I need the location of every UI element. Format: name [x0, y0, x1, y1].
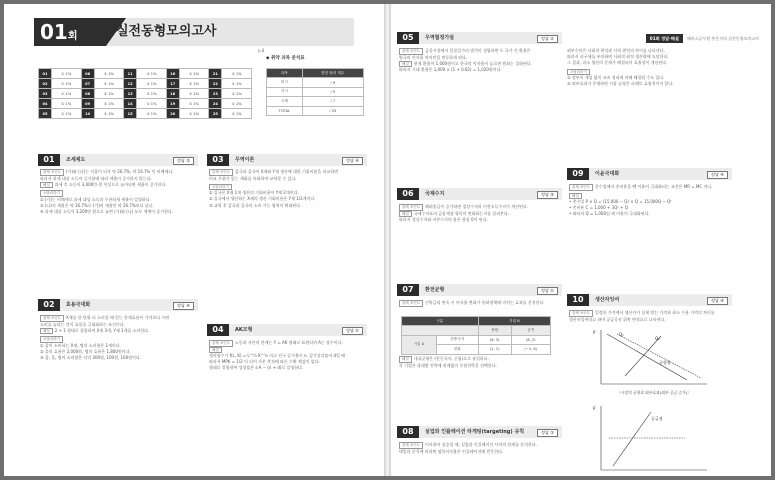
producer-surplus-graph — [591, 404, 711, 472]
answer-value: ① 1% — [94, 79, 124, 89]
point-label: 출제 포인트 — [40, 315, 64, 322]
answer-value: ① 1% — [222, 109, 252, 119]
question-title: AK모형 — [235, 327, 253, 333]
explain-label: 해설 — [399, 211, 412, 218]
header-text: 해커스공무원 봉은지의 실전동형모의고사 — [686, 35, 759, 41]
bullet-item: • 총비용 C = 1,000 + 3Q² + Q — [569, 205, 628, 211]
answer-badge: 정답 ① — [537, 287, 558, 295]
answer-badge: 정답 ④ — [342, 157, 363, 165]
answer-number: 11 — [124, 69, 137, 79]
question-title: 이윤극대화 — [595, 171, 620, 177]
body-text: 외부수익은 사회적 편익과 사적 편익의 차이를 나타낸다. — [567, 48, 665, 53]
weak-table — [266, 68, 364, 116]
answer-value: ① 1% — [52, 109, 82, 119]
answer-row — [39, 109, 252, 119]
question-number: 10 — [567, 294, 589, 306]
graph-axis-label: P — [593, 330, 596, 335]
answer-row — [39, 99, 252, 109]
body-text: ③ 교역 후 갑국과 을국의 소비 가능 영역이 확대된다. — [209, 202, 302, 208]
question-header-07 — [397, 284, 562, 296]
answer-value: ① 1% — [52, 99, 82, 109]
answer-badge: 정답 ③ — [173, 157, 194, 165]
payoff-cell: (1, 1) — [478, 345, 511, 354]
bullet-item: • 총수입 P × Q = (15,000 − Q) × Q = 15,000Q − Q² — [569, 199, 672, 204]
answer-number: 22 — [209, 79, 222, 89]
q04-body — [209, 340, 365, 372]
player-label: 기업 A — [402, 335, 437, 354]
answer-value: ① 1% — [137, 109, 167, 119]
answer-number: 14 — [124, 99, 137, 109]
answer-badge: 정답 ② — [537, 35, 558, 43]
weak-count: / 9 — [302, 87, 363, 96]
payoff-cell: (−1, 6) — [511, 345, 550, 354]
graph-caption: 〈시장의 균형과 외부효과(외부 공급 증가)〉 — [616, 390, 692, 395]
question-header-04 — [207, 324, 367, 336]
q05-body — [399, 48, 559, 73]
option-label: 오답피하기 — [40, 190, 63, 197]
question-number: 08 — [397, 426, 419, 438]
question-title: 실업와 인플레이션 타게팅(targeting) 규칙 — [425, 429, 525, 435]
question-header-03 — [207, 154, 367, 166]
body-text: 형태로 결합하여 성장률은 s·A − (n + d)로 일정하다. — [209, 365, 304, 371]
body-text: 일정한 가격에서 생산자가 실제 받는 가격과 최소 수용 가격의 차이를 — [595, 310, 715, 315]
bullet-item: • 따라서 Q = 1,000일 때 이윤이 극대화된다. — [569, 211, 650, 217]
body-text: 갑국과 을국이 X재와 Y재 생산에 대한 기회비용을 비교하면 — [235, 169, 338, 174]
weak-subject: 거시 — [267, 87, 303, 96]
answer-value: ① 1% — [222, 99, 252, 109]
body-text: 테일러 준칙에 의하면 명목이자율은 인플레이션에 반응한다. — [399, 448, 504, 454]
body-text: 이자율이 상승할 때, 실업과 인플레이션 사이의 관계를 분석한다. — [425, 442, 537, 447]
body-text: 총수입에서 총비용을 뺀 이윤이 극대화되는 조건은 MR = MC 이다. — [595, 184, 713, 189]
answer-number: 17 — [166, 79, 179, 89]
body-text: 해외송금이 증가하면 경상수지의 이전소득수지가 개선된다. — [425, 204, 528, 209]
q08-body — [399, 442, 559, 455]
point-label: 출제 포인트 — [209, 340, 233, 347]
payoff-table — [401, 316, 551, 355]
question-header-02 — [38, 299, 198, 311]
question-header-06 — [397, 188, 562, 200]
answer-number: 06 — [81, 69, 94, 79]
answer-number: 16 — [166, 69, 179, 79]
body-text: 그 결과, 과소 생산의 문제가 해결되어 효율성이 개선된다. — [567, 60, 668, 66]
question-title: 무역이론 — [235, 157, 255, 163]
body-text: ① 갑국은 X재 1개 생산의 기회비용이 Y재 2개이다. — [209, 190, 299, 196]
q10-body — [569, 310, 729, 323]
answer-badge: 정답 ④ — [173, 302, 194, 310]
body-text: 현재 환율이 1,000원이고 한국의 이자율이 높으면 원화는 절하된다. — [413, 60, 532, 66]
body-text: 국제수지표의 금융계정 항목이 변화하는지를 살펴본다. — [413, 210, 509, 216]
weak-subject: TOTAL — [267, 106, 303, 115]
q09-body — [569, 184, 729, 218]
answer-number: 19 — [166, 99, 179, 109]
point-label: 출제 포인트 — [569, 310, 593, 317]
answer-value: ① 1% — [137, 99, 167, 109]
explain-label: 해설 — [40, 182, 53, 189]
weak-count: / 9 — [302, 78, 363, 87]
check-icon: ◆ — [266, 56, 270, 61]
answer-number: 08 — [81, 89, 94, 99]
question-title: 환전균형 — [425, 287, 445, 293]
answer-number: 09 — [81, 99, 94, 109]
explain-label: 해설 — [399, 61, 412, 68]
weak-subject: 국제 — [267, 97, 303, 106]
weak-count: / 25 — [302, 106, 363, 115]
body-text: 과세 후 소득이 3,000만 원 이상으로 늘어나면 세율이 증가한다. — [54, 181, 167, 187]
strategy-label: 친화 — [436, 345, 478, 354]
question-title: 효용극대화 — [66, 302, 91, 308]
body-text: 따라서 경상수지와 자본수지의 합은 항상 0이 된다. — [399, 217, 488, 222]
answer-number: 10 — [81, 109, 94, 119]
graph-point-label: 공급점 — [651, 416, 663, 421]
body-text: 노동과 자본의 관계는 Y = AK 형태로 표현되며 A는 상수이다. — [235, 340, 343, 345]
question-number: 05 — [397, 32, 419, 44]
question-number: 06 — [397, 188, 419, 200]
right-page — [391, 4, 771, 476]
option-label: 오답피하기 — [40, 336, 63, 343]
point-label: 출제 포인트 — [399, 300, 423, 307]
question-title: 생산자잉여 — [595, 297, 620, 303]
question-number: 01 — [38, 154, 60, 166]
answer-number: 04 — [39, 99, 52, 109]
body-text: 비교 우위가 있는 재화를 특화하여 교역할 수 있다. — [209, 175, 297, 181]
answer-value: ① 1% — [94, 99, 124, 109]
session-number: 01회 — [40, 20, 78, 44]
question-header-09 — [567, 168, 732, 180]
answer-badge: 정답 ④ — [707, 297, 728, 305]
answer-value: ① 1% — [52, 79, 82, 89]
answer-number: 21 — [209, 69, 222, 79]
answer-value: ① 1% — [52, 89, 82, 99]
q03-body — [209, 169, 365, 209]
answer-value: ① 1% — [137, 69, 167, 79]
exam-spread — [4, 4, 771, 476]
body-text: (가)와 (나)는 서울이 되자 약 26.7%, 약 16.7% 인 비례세다. — [66, 169, 174, 174]
body-text: ④ 과세 대상 소득이 3,200만 원으로 늘면 (가)와 (나) 모두 세액이 증가한다. — [40, 209, 174, 215]
body-text: ③ (나)의 세율은 약 16.7%로 (가)의 세율인 약 26.7%보다 낮다. — [40, 202, 154, 208]
q01-body — [40, 169, 196, 215]
question-number: 04 — [207, 324, 229, 336]
body-text: ① 갑이 소비하는 X재, 병의 소비량은 1개이다. — [40, 342, 121, 348]
body-text: ② (가)는 비례세로 과세 대상 소득과 무관하게 세율이 일정하다. — [40, 196, 151, 202]
answer-value: ① 1% — [94, 69, 124, 79]
answer-value: ① 1% — [52, 69, 82, 79]
body-text: 따라서 기대 환율은 1,000 × (1 + 0.02) = 1,020원이다. — [399, 67, 502, 73]
body-text: ② 정부의 개입 없이 코즈 정리에 의해 해결될 수도 있다. — [567, 75, 665, 81]
explain-label: 해설 — [399, 356, 412, 363]
answer-value: ① 1% — [179, 99, 209, 109]
answer-badge: 정답 ① — [342, 327, 363, 335]
body-text: 각 기업은 상대방 전략에 관계없이 우월전략을 선택한다. — [399, 362, 497, 368]
graph-axis-label: P — [593, 406, 596, 411]
body-text: 따라서 과세 대상 소득이 증가함에 따라 세율이 증가하지 않는다. — [40, 175, 152, 181]
answer-value: ① 1% — [179, 109, 209, 119]
weak-header-count: 맞힌 답의 개수 — [302, 69, 363, 78]
q02-body — [40, 315, 196, 361]
body-text: 내쉬균형은 (친중국자, 중립)으로 유일하다. — [413, 356, 489, 361]
page-ref: p.8 — [258, 48, 265, 53]
weak-count: / 7 — [302, 97, 363, 106]
question-number: 03 — [207, 154, 229, 166]
body-text: X재를 한 단위 더 소비할 때 얻는 한계효용이 가격보다 크면 — [66, 315, 170, 320]
answer-number: 20 — [166, 109, 179, 119]
question-title: 조세제도 — [66, 157, 86, 163]
point-label: 출제 포인트 — [399, 48, 423, 55]
question-number: 09 — [567, 168, 589, 180]
answer-number: 23 — [209, 89, 222, 99]
body-text: ③ 외부효과가 존재하면 시장 균형은 파레토 효율적이지 않다. — [567, 81, 674, 87]
strategy-label: 친중국자 — [436, 335, 478, 344]
question-title: 무역협정가설 — [425, 35, 454, 41]
question-header-05 — [397, 32, 562, 44]
explain-label: 해설 — [569, 193, 582, 200]
option-label: 오답피하기 — [209, 184, 232, 191]
answer-value: ① 1% — [179, 69, 209, 79]
continuation-text — [567, 48, 732, 88]
explain-label: 해설 — [209, 347, 222, 354]
payoff-header: 구분 — [402, 317, 479, 326]
strategy-label: 중립 — [478, 326, 511, 335]
answer-number: 13 — [124, 89, 137, 99]
answer-number: 07 — [81, 79, 94, 89]
q07-body — [399, 300, 559, 307]
answer-number: 24 — [209, 99, 222, 109]
question-number: 02 — [38, 299, 60, 311]
answer-number: 02 — [39, 79, 52, 89]
question-header-08 — [397, 426, 562, 438]
answer-value: ① 1% — [94, 109, 124, 119]
answer-table — [38, 68, 252, 119]
body-text: 따라서 피구세를 부과하면 사회적 최적 생산량에 도달한다. — [567, 54, 669, 60]
q07-after — [399, 356, 559, 369]
answer-value: ① 1% — [179, 79, 209, 89]
body-text: 총비용 C = 1,000 + 3Q² + Q — [572, 205, 628, 211]
body-text: 생산함수가 f(L, K) = L^½ K^½ 이고 인구 증가율이 n, 감가상각률이 d일 때 — [209, 353, 346, 358]
body-text: ② 을의 효용은 2,000원, 병의 효용은 1,800원이다. — [40, 348, 131, 354]
body-text: 2 + 1 형태로 결합하여 X재 3개, Y재 1개를 소비한다. — [54, 327, 150, 333]
answer-number: 18 — [166, 89, 179, 99]
answer-value: ① 1% — [222, 79, 252, 89]
answer-value: ① 1% — [137, 79, 167, 89]
question-header-01 — [38, 154, 198, 166]
point-label: 출제 포인트 — [399, 442, 423, 449]
book-gutter — [384, 4, 391, 476]
question-title: 국제수지 — [425, 191, 445, 197]
point-label: 출제 포인트 — [399, 204, 423, 211]
weak-header-subject: 과목 — [267, 69, 303, 78]
answer-row — [39, 69, 252, 79]
left-page — [4, 4, 384, 476]
answer-value: ① 1% — [94, 89, 124, 99]
body-text: 총수입 P × Q = (15,000 − Q) × Q = 15,000Q − Q² — [572, 199, 672, 204]
body-text: 양국의 이자율 차이만큼 변동하게 된다. — [399, 54, 468, 60]
payoff-cell: (8, 2) — [511, 335, 550, 344]
question-header-10 — [567, 294, 732, 306]
answer-badge: 정답 ④ — [707, 171, 728, 179]
answer-value: ① 1% — [222, 89, 252, 99]
running-header — [646, 34, 759, 43]
answer-value: ① 1% — [179, 89, 209, 99]
body-text: ③ 갑, 을, 병의 소비량은 각각 300원, 100원, 100원이다. — [40, 355, 141, 361]
point-label: 출제 포인트 — [209, 169, 233, 176]
page-title: 실전동형모의고사 — [116, 24, 217, 39]
body-text: 생산자잉여라고 하며 공급곡선 위쪽 면적으로 나타낸다. — [569, 316, 666, 322]
body-text: 따라서 Q = 1,000일 때 이윤이 극대화된다. — [572, 211, 650, 217]
body-text: 금융시장에서 일물일가의 법칙이 성립하면 두 국가 간 환율은 — [425, 48, 531, 53]
q06-body — [399, 204, 559, 223]
strategy-label: 공격 — [511, 326, 550, 335]
answer-value: ① 1% — [222, 69, 252, 79]
question-number: 07 — [397, 284, 419, 296]
body-text: 신탁금리 연속 시 이자율 변화가 통화정책에 미치는 효과를 분석한다. — [425, 300, 545, 305]
graph-line-label: Q₂ — [655, 336, 660, 341]
header-tag: 01회 정답·해설 — [646, 34, 683, 43]
payoff-header: 기업 B — [478, 317, 550, 326]
body-text: 소비를 늘리는 것이 효용을 극대화하는 조건이다. — [40, 321, 125, 327]
supply-demand-graph — [591, 326, 711, 388]
payoff-cell: (6, 3) — [478, 335, 511, 344]
weak-title: ◆ 취약 과목 분석표 — [266, 56, 305, 61]
body-text: ② 을국에서 생산하는 X재의 생산 기회비용은 Y재 1/2개이다. — [209, 196, 316, 202]
answer-number: 05 — [39, 109, 52, 119]
weak-subject: 미시 — [267, 78, 303, 87]
option-label: 오답피하기 — [567, 69, 590, 76]
body-text: 따라서 MPK = 1/2 이 되어 자본 축적에 따른 수확 체감이 없다. — [209, 359, 320, 365]
graph-point-label: 균형점 — [659, 360, 671, 365]
answer-row — [39, 89, 252, 99]
answer-badge: 정답 ③ — [537, 429, 558, 437]
answer-badge: 정답 ③ — [537, 191, 558, 199]
graph-line-label: Q₁ — [619, 332, 624, 337]
answer-number: 01 — [39, 69, 52, 79]
answer-number: 15 — [124, 109, 137, 119]
point-label: 출제 포인트 — [569, 184, 593, 191]
explain-label: 해설 — [40, 328, 53, 335]
answer-number: 12 — [124, 79, 137, 89]
answer-number: 25 — [209, 109, 222, 119]
answer-number: 03 — [39, 89, 52, 99]
answer-value: ① 1% — [137, 89, 167, 99]
answer-row — [39, 79, 252, 89]
point-label: 출제 포인트 — [40, 169, 64, 176]
